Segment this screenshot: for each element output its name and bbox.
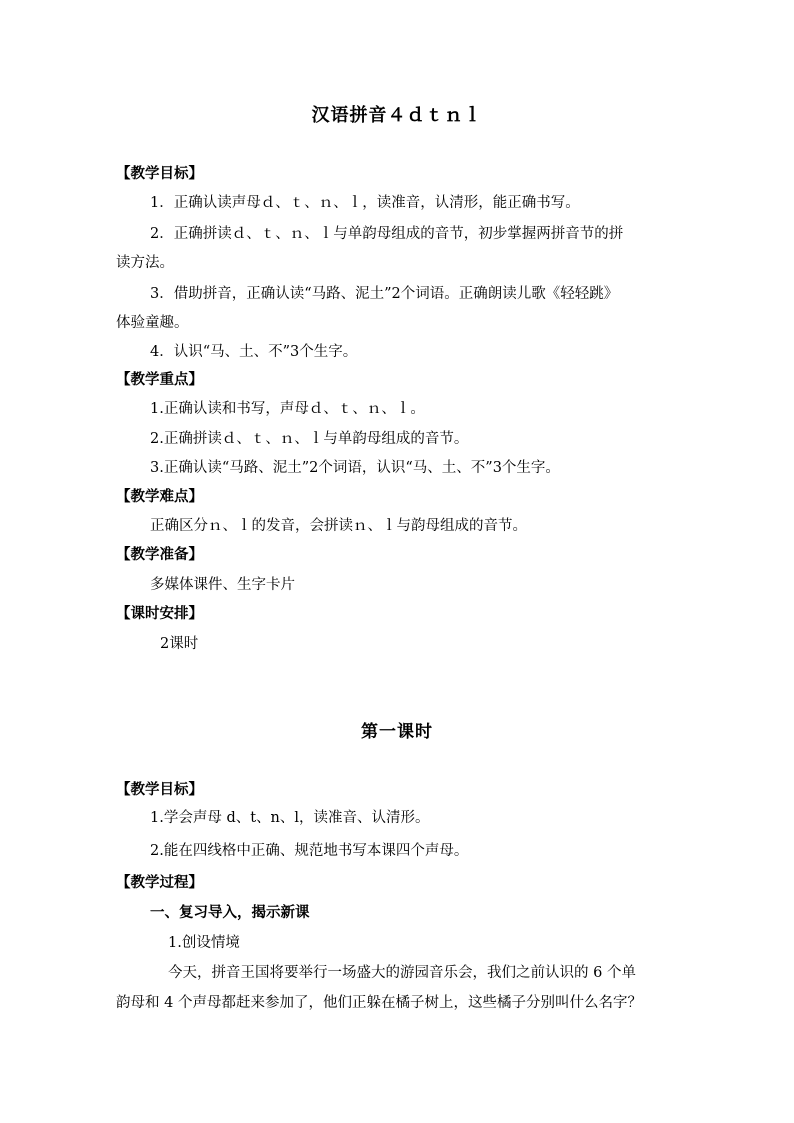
lesson-objective-2: 2.能在四线格中正确、规范地书写本课四个声母。: [150, 843, 469, 859]
document-title: 汉语拼音４ｄｔｎｌ: [311, 105, 483, 126]
objective-4: 4．认识“马、土、不”3个生字。: [150, 344, 358, 360]
section-heading-key-points: 【教学重点】: [116, 371, 203, 388]
section-heading-schedule: 【课时安排】: [116, 605, 203, 622]
preparation-1: 多媒体课件、生字卡片: [150, 577, 295, 593]
lesson-title: 第一课时: [361, 722, 433, 742]
process-section-1: 一、复习导入，揭示新课: [150, 904, 310, 921]
section-heading-lesson-objectives: 【教学目标】: [116, 781, 203, 798]
section-heading-objectives: 【教学目标】: [116, 165, 203, 182]
section-heading-preparation: 【教学准备】: [116, 546, 203, 563]
process-paragraph-line1: 今天，拼音王国将要举行一场盛大的游园音乐会，我们之前认识的 6 个单: [168, 965, 636, 981]
process-item-1: 1.创设情境: [168, 935, 240, 951]
objective-3-line1: 3．借助拼音，正确认读“马路、泥土”2个词语。正确朗读儿歌《轻轻跳》: [150, 286, 619, 302]
difficulty-1: 正确区分ｎ、ｌ的发音，会拼读ｎ、ｌ与韵母组成的音节。: [150, 518, 527, 534]
key-point-1: 1.正确认读和书写，声母ｄ、ｔ、ｎ、ｌ。: [150, 401, 425, 417]
objective-2-line1: 2．正确拼读ｄ、ｔ、ｎ、ｌ与单韵母组成的音节，初步掌握两拼音节的拼: [150, 226, 624, 242]
section-heading-process: 【教学过程】: [116, 874, 203, 891]
objective-3-line2: 体验童趣。: [116, 315, 189, 331]
objective-2-line2: 读方法。: [116, 255, 174, 271]
lesson-objective-1: 1.学会声母 d、t、n、l，读准音、认清形。: [150, 810, 430, 826]
key-point-2: 2.正确拼读ｄ、ｔ、ｎ、ｌ与单韵母组成的音节。: [150, 431, 469, 447]
section-heading-difficulties: 【教学难点】: [116, 488, 203, 505]
key-point-3: 3.正确认读“马路、泥土”2个词语，认识“马、土、不”3个生字。: [150, 460, 560, 476]
process-paragraph-line2: 韵母和 4 个声母都赶来参加了，他们正躲在橘子树上，这些橘子分别叫什么名字？: [116, 995, 642, 1011]
schedule-hours: 2课时: [160, 636, 199, 652]
objective-1: 1．正确认读声母ｄ、ｔ、ｎ、ｌ，读准音，认清形，能正确书写。: [150, 195, 580, 211]
